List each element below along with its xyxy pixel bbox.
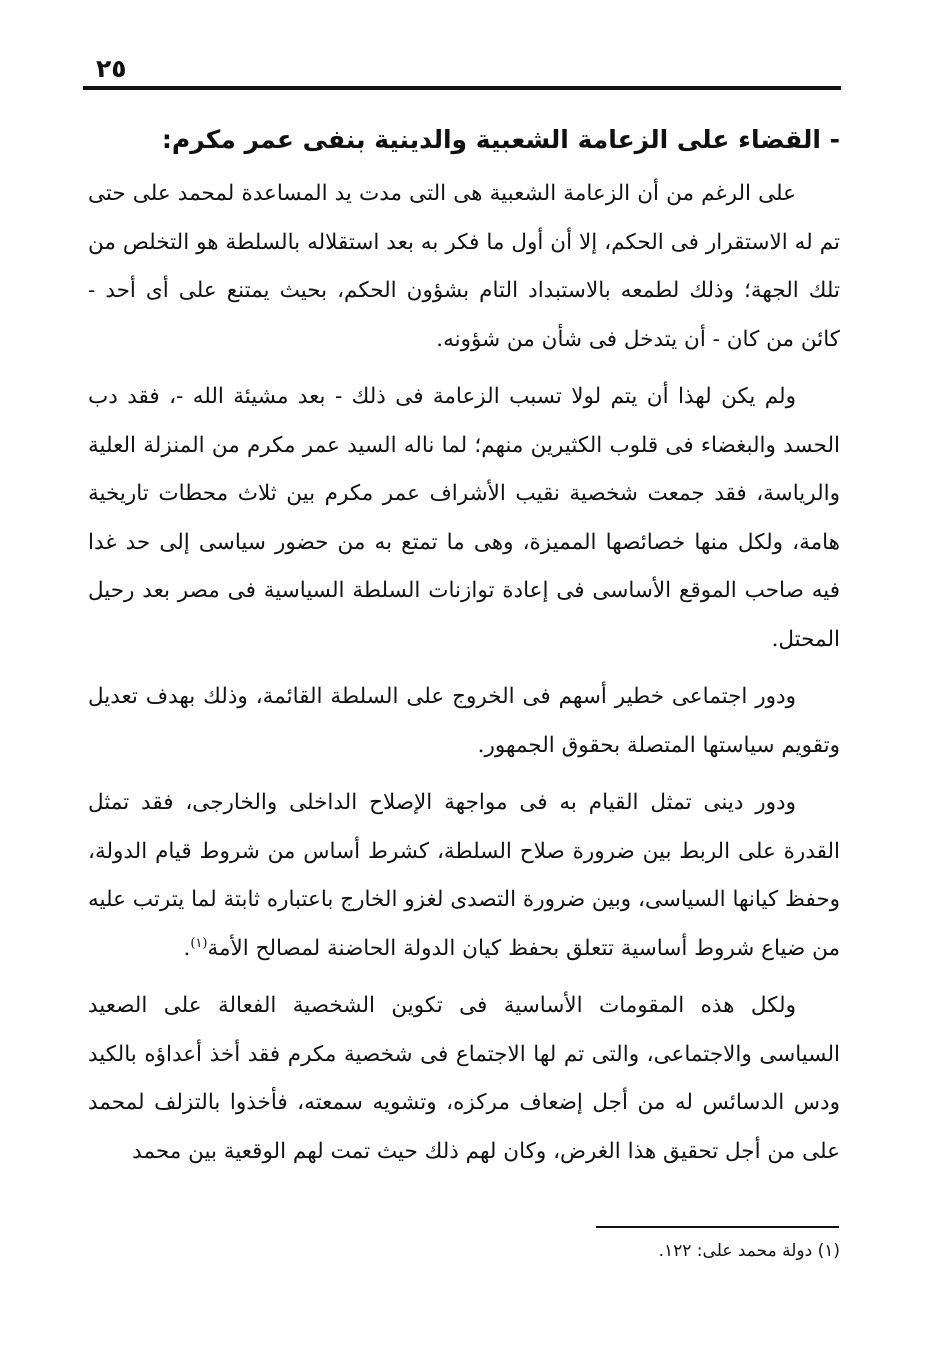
- paragraph-3: ودور اجتماعى خطير أسهم فى الخروج على السلطة القائمة، وذلك بهدف تعديل وتقويم سياستها المتصلة بحقوق الجمهور.: [88, 684, 840, 758]
- footnote-reference[interactable]: (١): [190, 935, 208, 951]
- footnote: (١) دولة محمد على: ١٢٢.: [658, 1241, 840, 1261]
- paragraph-1: على الرغم من أن الزعامة الشعبية هى التى مدت يد المساعدة لمحمد على حتى تم له الاستقرار فى الحكم، إلا أن أول ما فكر به بعد استقلاله بالسلطة هو التخلص من تلك الجهة؛ وذلك لطمعه بالاستبداد التام بشؤون الحكم، بحيث يمتنع على أى أحد - كائن من كان - أن يتدخل فى شأن من شؤونه.: [88, 181, 840, 352]
- paragraph-2: ولم يكن لهذا أن يتم لولا تسبب الزعامة فى ذلك - بعد مشيئة الله -، فقد دب الحسد والبغضاء فى قلوب الكثيرين منهم؛ لما ناله السيد عمر مكرم من المنزلة العلية والرياسة، فقد جمعت شخصية نقيب الأشراف عمر مكرم بين ثلاث محطات تاريخية هامة، ولكل منها خصائصها المميزة، وهى ما تمتع به من حضور سياسى إلى حد غدا فيه صاحب الموقع الأساسى فى إعادة توازنات السلطة السياسية فى مصر بعد رحيل المحتل.: [88, 384, 840, 652]
- header-rule: [83, 86, 841, 90]
- footnote-rule: [596, 1226, 839, 1228]
- page-number: ٢٥: [96, 54, 127, 83]
- section-heading: - القضاء على الزعامة الشعبية والدينية بنفى عمر مكرم:: [161, 125, 840, 154]
- paragraph-4-text: ودور دينى تمثل القيام به فى مواجهة الإصلاح الداخلى والخارجى، فقد تمثل القدرة على الربط بين ضرورة صلاح السلطة، كشرط أساس من شروط قيام الدولة، وحفظ كيانها السياسى، وبين ضرورة التصدى لغزو الخارج باعتباره ثابتة لما يترتب عليه من ضياع شروط أساسية تتعلق بحفظ كيان الدولة الحاضنة لمصالح الأمة: [88, 790, 840, 961]
- paragraph-4: [88, 779, 840, 973]
- paragraph-4-end: .: [183, 935, 191, 961]
- paragraph-5: ولكل هذه المقومات الأساسية فى تكوين الشخصية الفعالة على الصعيد السياسى والاجتماعى، والتى تم لها الاجتماع فى شخصية مكرم فقد أخذ أعداؤه بالكيد ودس الدسائس له من أجل إضعاف مركزه، وتشويه سمعته، فأخذوا بالتزلف لمحمد على من أجل تحقيق هذا الغرض، وكان لهم ذلك حيث تمت لهم الوقعية بين محمد: [88, 993, 840, 1164]
- main-text: [88, 118, 840, 1176]
